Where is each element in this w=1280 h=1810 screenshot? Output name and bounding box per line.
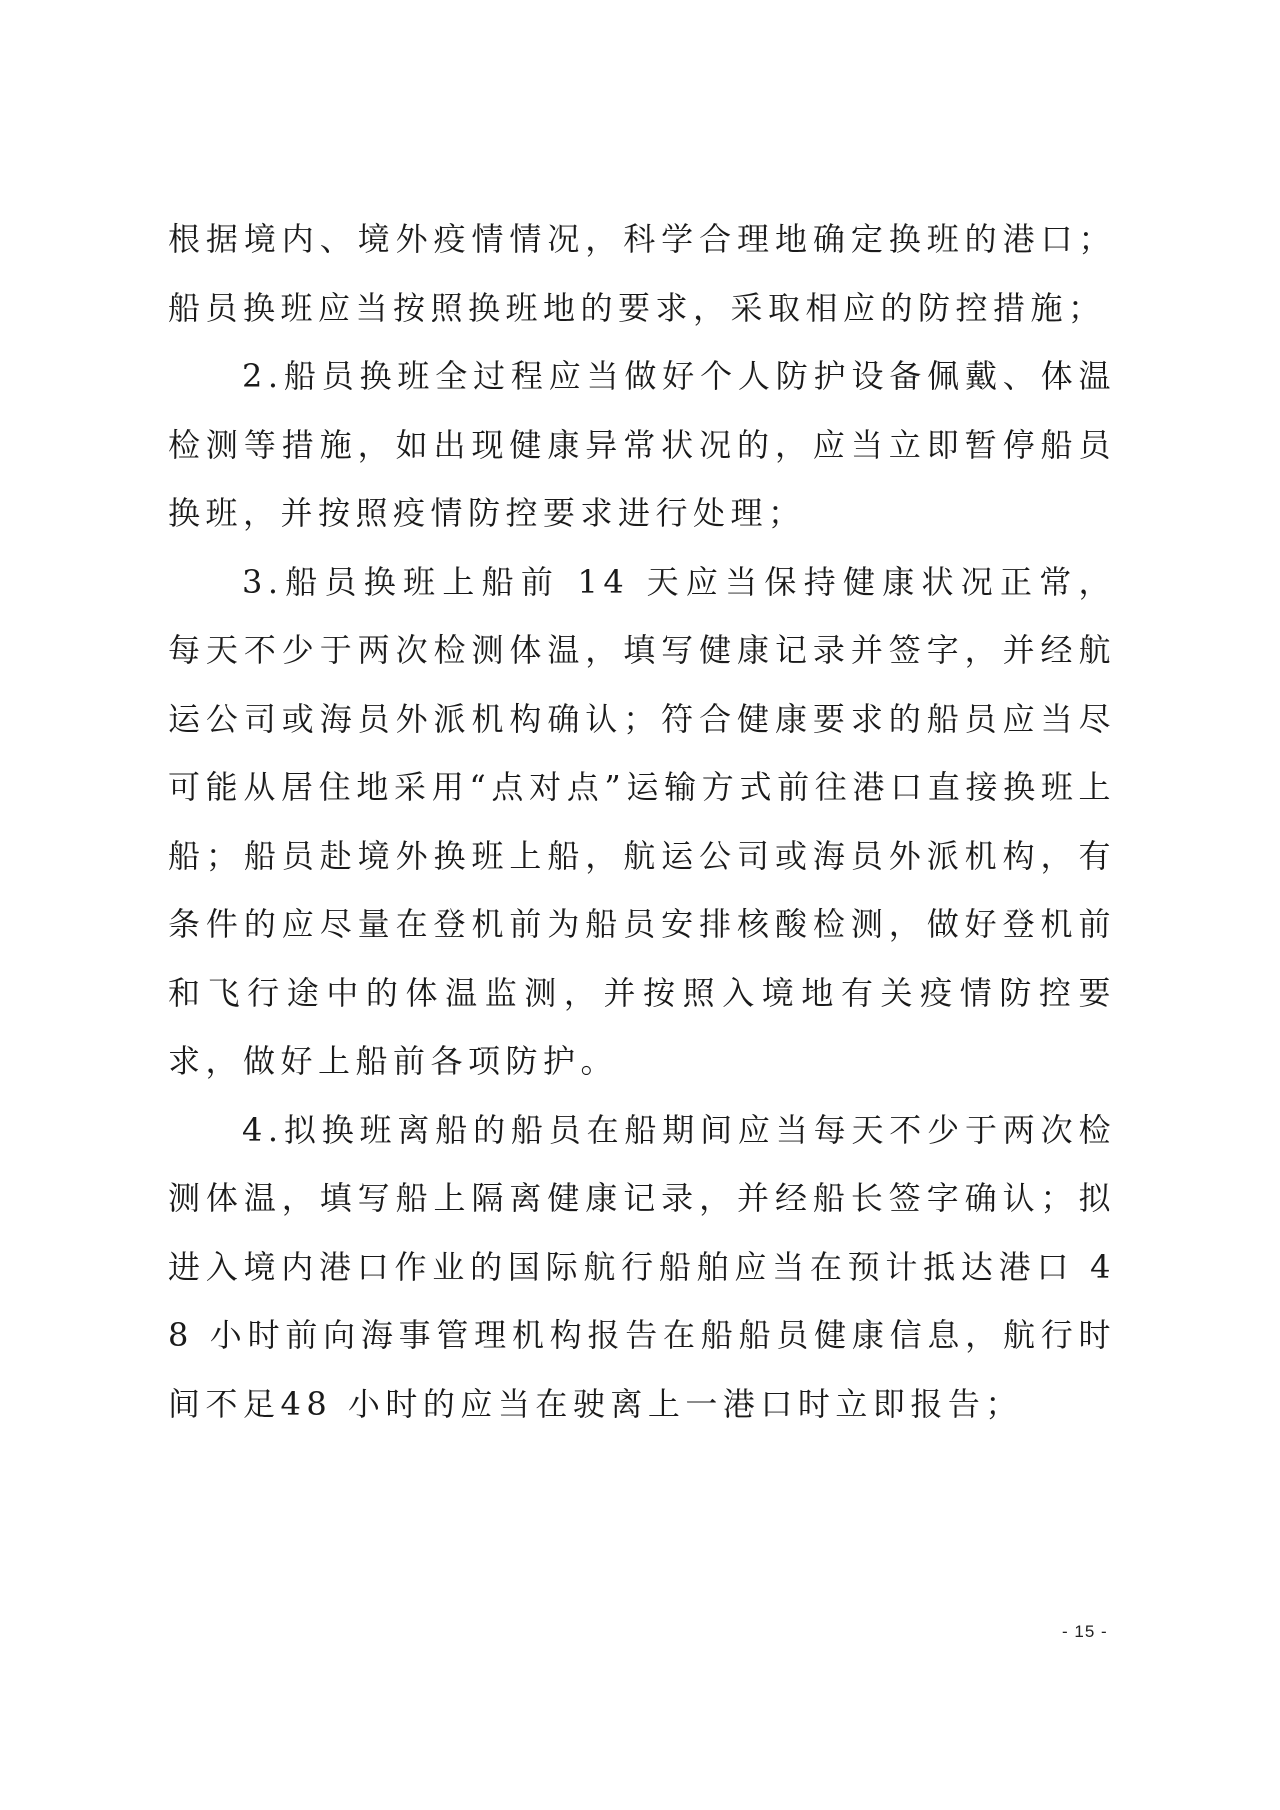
paragraph-item-2: 2.船员换班全过程应当做好个人防护设备佩戴、体温检测等措施，如出现健康异常状况的，应当立即暂停船员换班，并按照疫情防控要求进行处理； [168, 357, 1116, 532]
page-number: - 15 - [1062, 1622, 1108, 1641]
paragraph-item-4: 4.拟换班离船的船员在船期间应当每天不少于两次检测体温，填写船上隔离健康记录，并经船长签字确认；拟进入境内港口作业的国际航行船舶应当在预计抵达港口 48 小时前向海事管理机构报告在船船员健康信息，航行时间不足48 小时的应当在驶离上一港口时立即报告； [168, 1110, 1116, 1423]
paragraph-item-3: 3.船员换班上船前 14 天应当保持健康状况正常，每天不少于两次检测体温，填写健康记录并签字，并经航运公司或海员外派机构确认；符合健康要求的船员应当尽可能从居住地采用“点对点”运输方式前往港口直接换班上船；船员赴境外换班上船，航运公司或海员外派机构，有条件的应尽量在登机前为船员安排核酸检测，做好登机前和飞行途中的体温监测，并按照入境地有关疫情防控要求，做好上船前各项防护。 [168, 562, 1116, 1080]
document-body [168, 205, 1116, 1438]
paragraph-continued: 根据境内、境外疫情情况，科学合理地确定换班的港口；船员换班应当按照换班地的要求，采取相应的防控措施； [168, 220, 1116, 327]
